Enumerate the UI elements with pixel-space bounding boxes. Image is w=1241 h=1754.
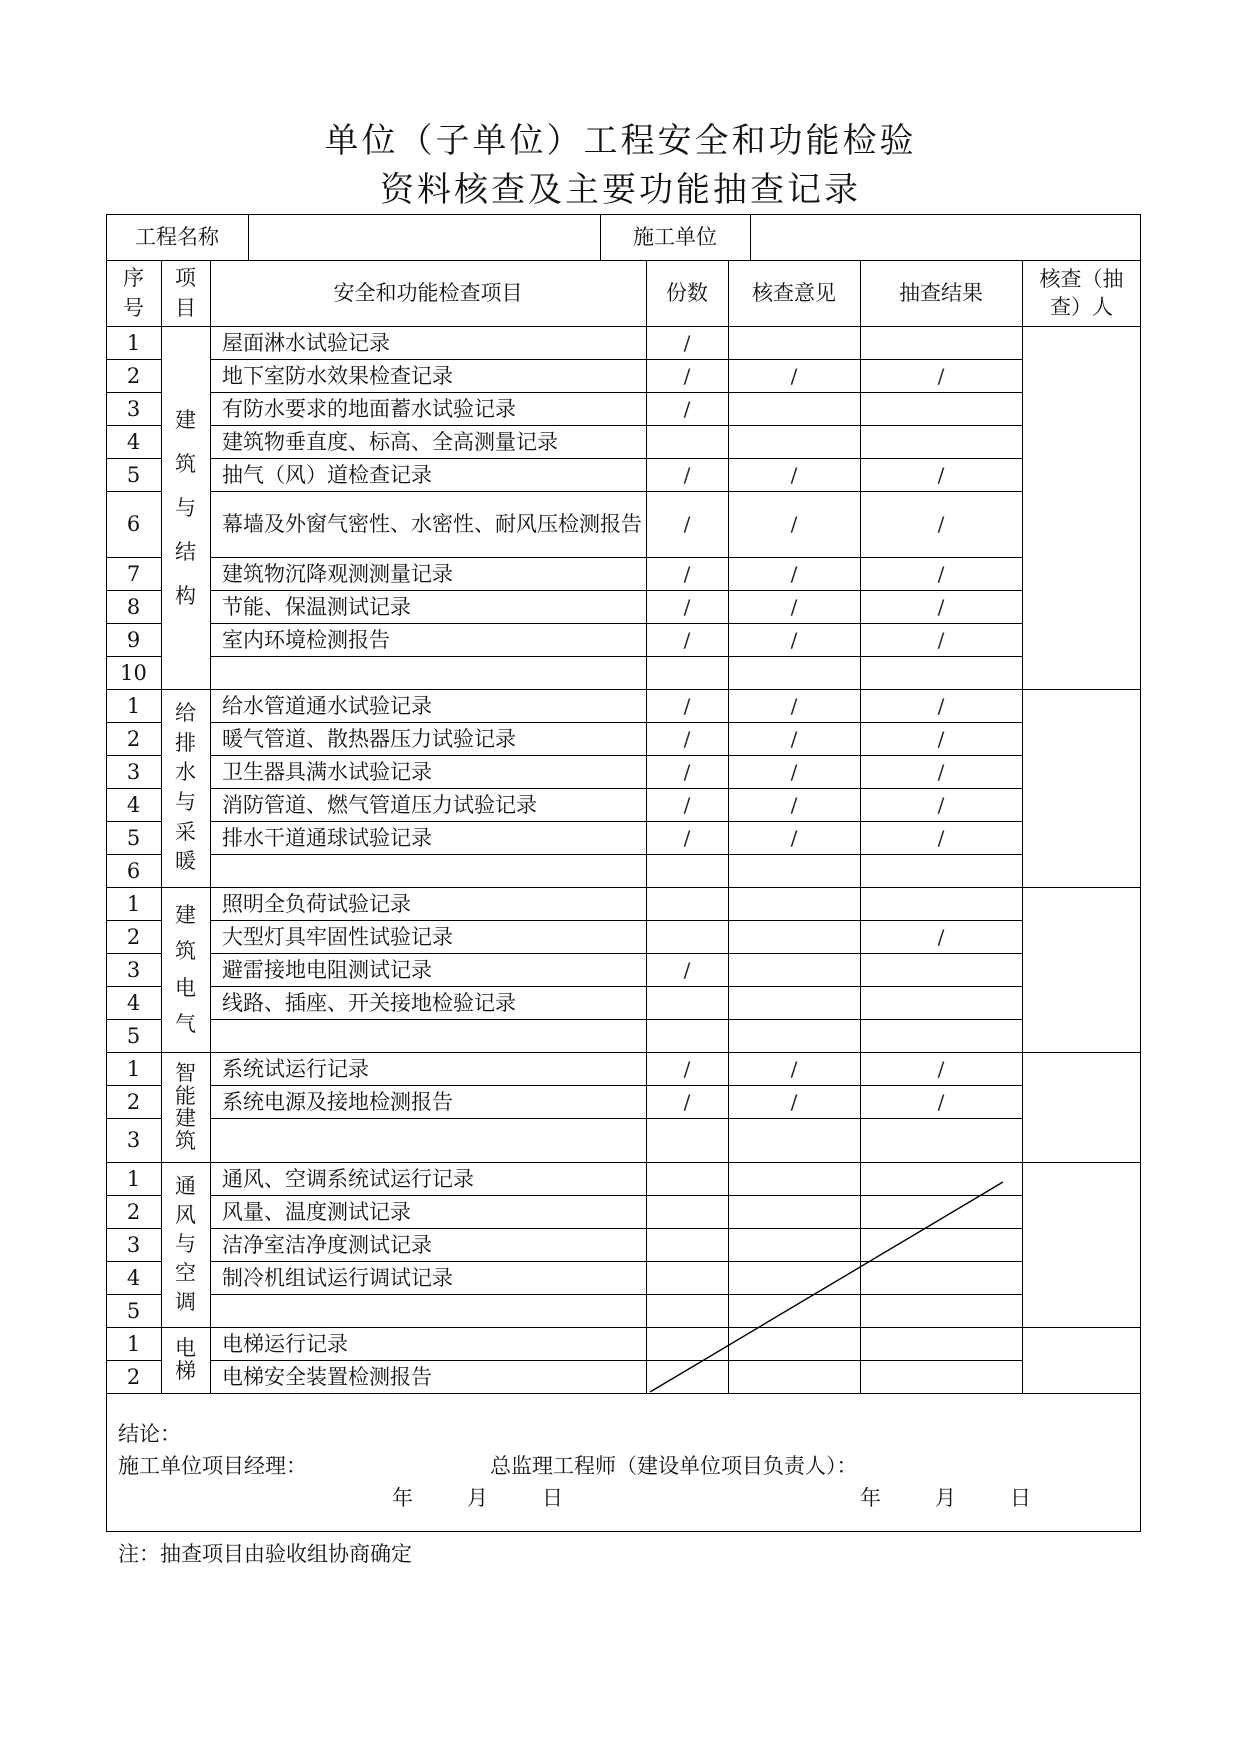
chief-date-month: 月 xyxy=(935,1486,956,1510)
chief-engineer-label: 总监理工程师（建设单位项目负责人）： xyxy=(490,1454,858,1478)
group-char: 智 xyxy=(175,1061,196,1085)
row-result[interactable]: / xyxy=(937,594,945,619)
row-copies[interactable]: / xyxy=(683,792,691,817)
row-item-text: 避雷接地电阻测试记录 xyxy=(222,957,432,982)
row-item-text: 电梯运行记录 xyxy=(222,1331,348,1356)
row-seq: 3 xyxy=(126,1128,141,1152)
row-result[interactable]: / xyxy=(937,759,945,784)
row-copies[interactable]: / xyxy=(683,1089,691,1114)
row-item-text xyxy=(210,854,646,887)
row-item-text: 建筑物沉降观测测量记录 xyxy=(222,561,453,586)
row-item-text: 线路、插座、开关接地检验记录 xyxy=(222,990,516,1015)
row-seq: 2 xyxy=(126,363,141,388)
row-copies[interactable] xyxy=(646,1228,728,1261)
row-copies[interactable]: / xyxy=(683,594,691,619)
row-result[interactable] xyxy=(860,1360,1022,1393)
group-char: 排 xyxy=(175,730,196,755)
row-seq: 4 xyxy=(126,792,141,817)
row-result[interactable] xyxy=(860,986,1022,1019)
row-item-text: 卫生器具满水试验记录 xyxy=(222,759,432,784)
row-seq: 5 xyxy=(126,1023,141,1048)
row-copies[interactable]: / xyxy=(683,396,691,421)
row-seq: 2 xyxy=(126,1089,141,1114)
header-item xyxy=(161,260,210,326)
group-label-1 xyxy=(161,689,210,887)
row-seq: 4 xyxy=(126,990,141,1015)
group-char: 通 xyxy=(175,1174,196,1198)
group-char: 建 xyxy=(175,1106,196,1130)
row-copies[interactable] xyxy=(646,656,728,689)
group-char: 电 xyxy=(175,1336,196,1360)
group-char: 筑 xyxy=(175,451,196,476)
row-result[interactable] xyxy=(860,1019,1022,1052)
table-rule xyxy=(860,326,861,1393)
row-result[interactable] xyxy=(860,1162,1022,1195)
group-char: 建 xyxy=(175,903,196,927)
row-seq: 4 xyxy=(126,1265,141,1290)
row-copies[interactable] xyxy=(646,1162,728,1195)
project-manager-label: 施工单位项目经理： xyxy=(118,1454,307,1478)
row-result[interactable]: / xyxy=(937,561,945,586)
row-seq: 6 xyxy=(126,512,141,536)
row-seq: 3 xyxy=(126,396,141,421)
row-opinion[interactable] xyxy=(728,887,860,920)
row-result[interactable] xyxy=(860,1294,1022,1327)
header-opinion: 核查意见 xyxy=(752,281,836,305)
group-char: 暖 xyxy=(175,849,196,874)
group-char: 调 xyxy=(175,1290,196,1314)
row-result[interactable] xyxy=(860,1261,1022,1294)
row-item-text: 抽气（风）道检查记录 xyxy=(222,462,432,487)
header-result: 抽查结果 xyxy=(899,281,983,305)
row-item-text: 消防管道、燃气管道压力试验记录 xyxy=(222,792,537,817)
row-item-text: 系统试运行记录 xyxy=(222,1056,369,1081)
header-check-item: 安全和功能检查项目 xyxy=(333,281,523,305)
row-item-text: 建筑物垂直度、标高、全高测量记录 xyxy=(222,429,558,454)
table-rule xyxy=(210,326,211,1393)
group-char: 梯 xyxy=(175,1359,196,1383)
group-char: 水 xyxy=(175,760,196,785)
row-opinion[interactable]: / xyxy=(790,627,798,652)
group-char: 能 xyxy=(175,1083,196,1108)
row-result[interactable] xyxy=(860,326,1022,359)
row-copies[interactable]: / xyxy=(683,759,691,784)
row-opinion[interactable]: / xyxy=(790,594,798,619)
row-opinion[interactable]: / xyxy=(790,693,798,718)
row-seq: 1 xyxy=(126,330,141,355)
row-opinion[interactable]: / xyxy=(790,825,798,850)
conclusion-label: 结论： xyxy=(118,1422,181,1446)
group-char: 筑 xyxy=(175,939,196,964)
group-char: 风 xyxy=(175,1203,196,1227)
row-result[interactable]: / xyxy=(937,726,945,751)
row-opinion[interactable] xyxy=(728,1228,860,1261)
row-seq: 3 xyxy=(126,1232,141,1257)
row-seq: 1 xyxy=(126,1056,141,1081)
title-line-1: 单位（子单位）工程安全和功能检验 xyxy=(324,121,917,161)
group-label-3 xyxy=(161,1052,210,1162)
row-item-text: 暖气管道、散热器压力试验记录 xyxy=(222,726,516,751)
row-opinion[interactable]: / xyxy=(790,512,798,536)
row-opinion[interactable] xyxy=(728,920,860,953)
pm-date-day: 日 xyxy=(542,1486,563,1510)
row-opinion[interactable] xyxy=(728,1019,860,1052)
group-char: 项 xyxy=(175,266,196,290)
row-opinion[interactable] xyxy=(728,1261,860,1294)
row-item-text: 照明全负荷试验记录 xyxy=(222,891,411,916)
group-char: 与 xyxy=(175,495,196,520)
group-char: 序 xyxy=(123,266,144,290)
row-result[interactable] xyxy=(860,1327,1022,1360)
checker-cell-0[interactable] xyxy=(1022,326,1141,689)
project-name-value[interactable] xyxy=(248,214,600,260)
row-opinion[interactable] xyxy=(728,1294,860,1327)
row-result[interactable]: / xyxy=(937,693,945,718)
row-result[interactable] xyxy=(860,425,1022,458)
contractor-value[interactable] xyxy=(750,214,1141,260)
row-item-text: 风量、温度测试记录 xyxy=(222,1199,411,1224)
row-result[interactable] xyxy=(860,392,1022,425)
row-copies[interactable] xyxy=(646,1360,728,1393)
row-opinion[interactable] xyxy=(728,425,860,458)
checker-cell-2[interactable] xyxy=(1022,887,1141,1052)
row-opinion[interactable]: / xyxy=(790,561,798,586)
row-result[interactable] xyxy=(860,1195,1022,1228)
row-item-text: 有防水要求的地面蓄水试验记录 xyxy=(222,396,516,421)
row-item-text: 室内环境检测报告 xyxy=(222,627,390,652)
row-copies[interactable] xyxy=(646,1118,728,1162)
table-rule xyxy=(646,326,647,1393)
row-copies[interactable] xyxy=(646,1327,728,1360)
header-checker: 核查（抽查）人 xyxy=(1039,267,1124,319)
row-result[interactable] xyxy=(860,887,1022,920)
group-char: 与 xyxy=(175,790,196,814)
group-char: 空 xyxy=(175,1261,196,1285)
row-item-text: 给水管道通水试验记录 xyxy=(222,693,432,718)
row-seq: 1 xyxy=(126,693,141,718)
group-char: 电 xyxy=(175,975,196,1000)
row-item-text: 屋面淋水试验记录 xyxy=(222,330,390,355)
row-opinion[interactable] xyxy=(728,1360,860,1393)
group-char: 构 xyxy=(175,583,196,608)
row-result[interactable] xyxy=(860,854,1022,887)
row-copies[interactable]: / xyxy=(683,1056,691,1081)
group-char: 气 xyxy=(175,1011,196,1036)
pm-date-month: 月 xyxy=(467,1486,488,1510)
row-opinion[interactable]: / xyxy=(790,462,798,487)
row-item-text xyxy=(210,1294,646,1327)
row-copies[interactable] xyxy=(646,1195,728,1228)
row-result[interactable] xyxy=(860,1228,1022,1261)
group-label-2 xyxy=(161,887,210,1052)
row-opinion[interactable] xyxy=(728,326,860,359)
row-seq: 4 xyxy=(126,429,141,454)
row-seq: 2 xyxy=(126,924,141,949)
row-item-text xyxy=(210,656,646,689)
header-copies: 份数 xyxy=(666,281,708,305)
row-copies[interactable] xyxy=(646,1294,728,1327)
row-copies[interactable]: / xyxy=(683,462,691,487)
group-char: 采 xyxy=(175,819,196,844)
chief-date-day: 日 xyxy=(1010,1486,1031,1510)
row-seq: 2 xyxy=(126,1199,141,1224)
row-item-text xyxy=(210,1019,646,1052)
chief-date-year: 年 xyxy=(860,1486,881,1510)
header-seq xyxy=(106,260,161,326)
row-opinion[interactable]: / xyxy=(790,726,798,751)
group-char: 号 xyxy=(123,296,144,320)
row-result[interactable]: / xyxy=(937,627,945,652)
row-opinion[interactable] xyxy=(728,986,860,1019)
group-char: 与 xyxy=(175,1232,196,1256)
row-copies[interactable]: / xyxy=(683,627,691,652)
group-label-0 xyxy=(161,326,210,689)
checker-cell-1[interactable] xyxy=(1022,689,1141,887)
row-seq: 9 xyxy=(126,627,141,652)
row-opinion[interactable] xyxy=(728,953,860,986)
project-name-label: 工程名称 xyxy=(135,225,219,249)
row-opinion[interactable] xyxy=(728,1195,860,1228)
row-copies[interactable]: / xyxy=(683,330,691,355)
row-seq: 8 xyxy=(126,594,141,619)
row-opinion[interactable] xyxy=(728,1162,860,1195)
group-char: 筑 xyxy=(175,1128,196,1153)
row-result[interactable]: / xyxy=(937,1056,945,1081)
row-result[interactable] xyxy=(860,953,1022,986)
row-seq: 7 xyxy=(126,561,141,586)
row-item-text: 通风、空调系统试运行记录 xyxy=(222,1166,474,1191)
row-item-text xyxy=(210,1118,646,1162)
row-copies[interactable]: / xyxy=(683,957,691,982)
row-seq: 6 xyxy=(126,858,141,883)
row-seq: 5 xyxy=(126,825,141,850)
row-item-text: 洁净室洁净度测试记录 xyxy=(222,1232,432,1257)
table-rule xyxy=(1022,326,1023,1393)
row-item-text: 幕墙及外窗气密性、水密性、耐风压检测报告 xyxy=(222,512,642,536)
row-copies[interactable] xyxy=(646,854,728,887)
row-seq: 1 xyxy=(126,1331,141,1356)
row-seq: 10 xyxy=(120,660,147,685)
row-copies[interactable]: / xyxy=(683,693,691,718)
row-copies[interactable] xyxy=(646,986,728,1019)
row-result[interactable]: / xyxy=(937,825,945,850)
group-char: 结 xyxy=(175,539,196,564)
row-copies[interactable]: / xyxy=(683,561,691,586)
row-opinion[interactable] xyxy=(728,1118,860,1162)
row-seq: 3 xyxy=(126,759,141,784)
pm-date-year: 年 xyxy=(392,1486,413,1510)
row-copies[interactable] xyxy=(646,887,728,920)
checker-cell-4[interactable] xyxy=(1022,1162,1141,1327)
row-copies[interactable] xyxy=(646,920,728,953)
row-copies[interactable]: / xyxy=(683,825,691,850)
row-opinion[interactable]: / xyxy=(790,759,798,784)
row-item-text: 制冷机组试运行调试记录 xyxy=(222,1265,453,1290)
checker-cell-5[interactable] xyxy=(1022,1327,1141,1393)
row-opinion[interactable] xyxy=(728,854,860,887)
row-result[interactable]: / xyxy=(937,1089,945,1114)
title-line-2: 资料核查及主要功能抽查记录 xyxy=(380,170,861,210)
row-seq: 1 xyxy=(126,1166,141,1191)
group-char: 给 xyxy=(175,700,196,725)
row-opinion[interactable] xyxy=(728,392,860,425)
row-copies[interactable] xyxy=(646,425,728,458)
contractor-label: 施工单位 xyxy=(633,225,717,249)
row-opinion[interactable] xyxy=(728,656,860,689)
row-result[interactable]: / xyxy=(937,462,945,487)
row-result[interactable]: / xyxy=(937,363,945,388)
table-rule xyxy=(728,326,729,1393)
row-opinion[interactable] xyxy=(728,1327,860,1360)
row-item-text: 节能、保温测试记录 xyxy=(222,594,411,619)
table-rule xyxy=(161,326,162,1393)
row-item-text: 系统电源及接地检测报告 xyxy=(222,1089,453,1114)
row-seq: 3 xyxy=(126,957,141,982)
row-item-text: 地下室防水效果检查记录 xyxy=(222,363,453,388)
row-copies[interactable] xyxy=(646,1019,728,1052)
row-opinion[interactable]: / xyxy=(790,792,798,817)
row-opinion[interactable]: / xyxy=(790,1089,798,1114)
row-copies[interactable]: / xyxy=(683,726,691,751)
group-label-5 xyxy=(161,1327,210,1393)
row-seq: 2 xyxy=(126,1364,141,1389)
row-copies[interactable] xyxy=(646,1261,728,1294)
table-rule xyxy=(106,1393,1141,1394)
row-copies[interactable]: / xyxy=(683,512,691,536)
row-item-text: 大型灯具牢固性试验记录 xyxy=(222,924,453,949)
row-item-text: 电梯安全装置检测报告 xyxy=(222,1364,432,1389)
row-opinion[interactable]: / xyxy=(790,1056,798,1081)
row-seq: 1 xyxy=(126,891,141,916)
row-seq: 2 xyxy=(126,726,141,751)
row-copies[interactable]: / xyxy=(683,363,691,388)
checker-cell-3[interactable] xyxy=(1022,1052,1141,1162)
row-result[interactable] xyxy=(860,656,1022,689)
row-seq: 5 xyxy=(126,1298,141,1323)
row-result[interactable]: / xyxy=(937,792,945,817)
note-text: 注：抽查项目由验收组协商确定 xyxy=(118,1542,412,1566)
group-char: 目 xyxy=(175,296,196,320)
group-label-4 xyxy=(161,1162,210,1327)
group-char: 建 xyxy=(175,407,196,432)
row-result[interactable]: / xyxy=(937,924,945,949)
row-result[interactable] xyxy=(860,1118,1022,1162)
row-opinion[interactable]: / xyxy=(790,363,798,388)
row-result[interactable]: / xyxy=(937,512,945,536)
row-seq: 5 xyxy=(126,462,141,487)
row-item-text: 排水干道通球试验记录 xyxy=(222,825,432,850)
